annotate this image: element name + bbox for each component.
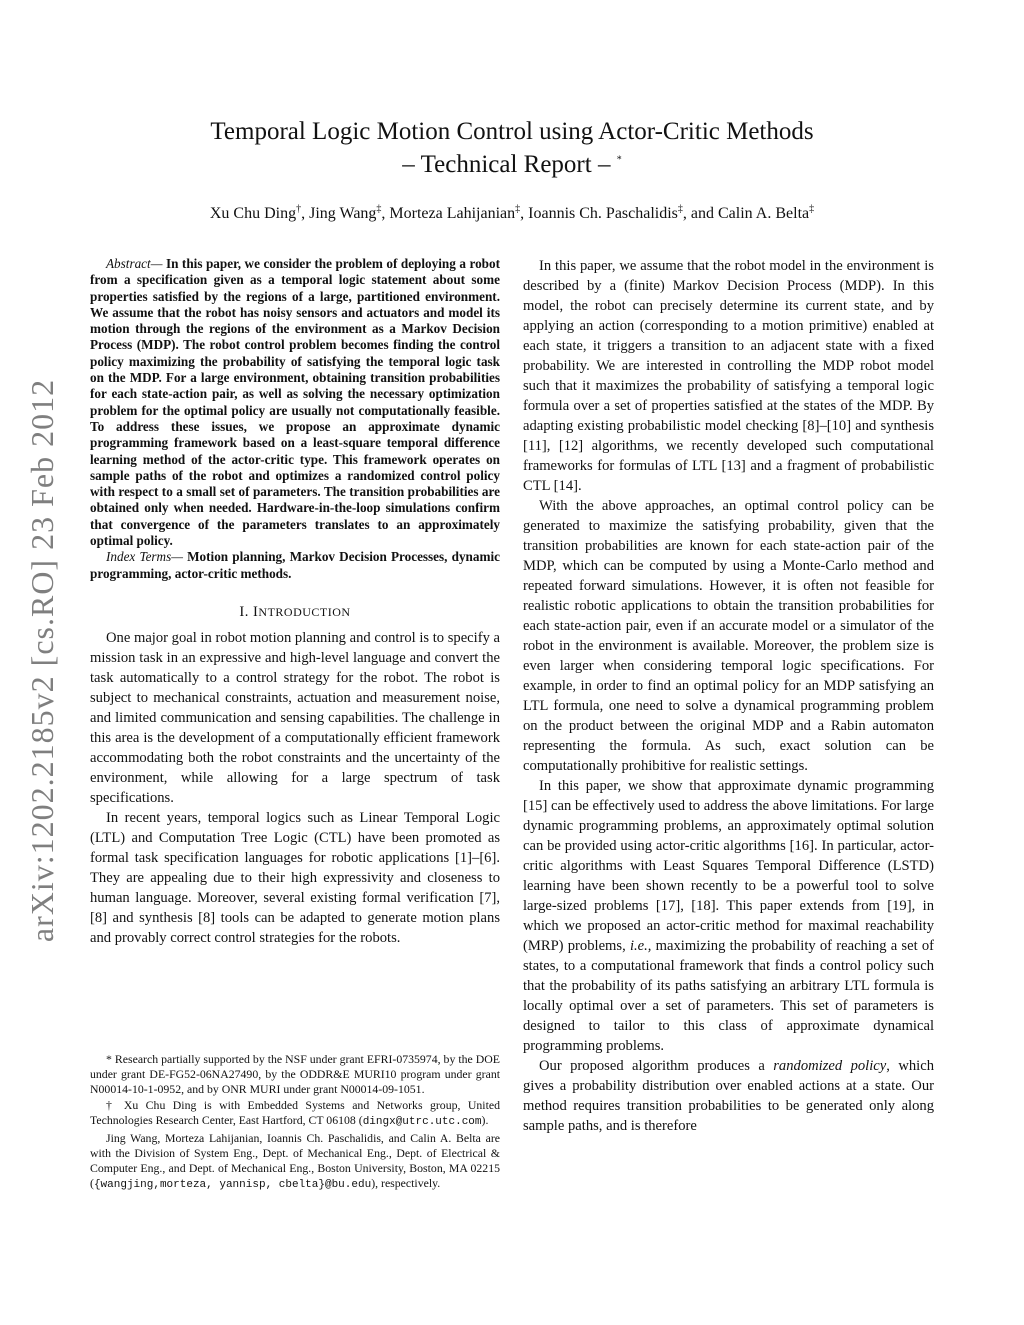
index-terms: Index Terms— Motion planning, Markov Decision Processes, dynamic programming, actor-critic methods. <box>90 549 500 581</box>
abstract: Abstract— In this paper, we consider the problem of deploying a robot from a specification given as a temporal logic statement about some properties satisfied by the regions of a large, partitioned environment. We assume that the robot has noisy sensors and actuators and model its motion through the regions of the environment as a Markov Decision Process (MDP). The robot control problem becomes finding the control policy maximizing the probability of satisfying the temporal logic task on the MDP. For a large environment, obtaining transition probabilities for each state-action pair, as well as solving the necessary optimization problem for the optimal policy are usually not computationally feasible. To address these issues, we propose an approximate dynamic programming framework based on a least-square temporal difference learning method of the actor-critic type. This framework operates on sample paths of the robot and optimizes a randomized control policy with respect to a small set of parameters. The transition probabilities are obtained only when needed. Hardware-in-the-loop simulations confirm that convergence of the parameters translates to an approximately optimal policy. <box>90 256 500 549</box>
paragraph: In this paper, we show that approximate dynamic programming [15] can be effectively used to address the above limitations. For large dynamic programming problems, an approximately optimal solution can be provided using actor-critic algorithms [16]. In particular, actor-critic algorithms with Least Squares Temporal Difference (LSTD) learning have been shown recently to be a powerful tool to solve large-sized problems [17], [18]. This paper extends from [19], in which we proposed an actor-critic method for maximal reachability (MRP) problems, i.e., maximizing the probability of reaching a set of states, to a computational framework that finds a control policy such that the probability of its paths satisfying an arbitrary LTL formula is locally optimal over a set of parameters. This set of parameters is designed to tailor to this class of approximate dynamical programming problems. <box>523 778 934 1054</box>
arxiv-watermark: arXiv:1202.2185v2 [cs.RO] 23 Feb 2012 <box>24 378 61 942</box>
footnote-authors-bu: Jing Wang, Morteza Lahijanian, Ioannis Ch. Paschalidis, and Calin A. Belta are with the Division of System Eng., Dept. of Mechanical Eng., Dept. of Electrical & Computer Eng., and Dept. of Mechanical Eng., Boston University, Boston, MA 02215 ({wangjing,morteza, yannisp, cbelta}@bu.edu), respectively. <box>90 1131 500 1191</box>
paragraph: In this paper, we assume that the robot model in the environment is described by a (finite) Markov Decision Process (MDP). In this model, the robot can precisely determine its current state, and by applying an action (corresponding to a motion primitive) enabled at each state, it triggers a transition to an adjacent state with a fixed probability. We are interested in controlling the MDP robot model such that it maximizes the probability of satisfying a temporal logic formula over a set of properties satisfied at the states of the MDP. By adapting existing probabilistic model checking [8]–[10] and synthesis [11], [12] algorithms, we recently developed such computational frameworks for formulas of LTL [13] and a fragment of probabilistic CTL [14]. <box>523 258 934 494</box>
email-link[interactable]: dingx@utrc.utc.com <box>362 1116 482 1128</box>
title-footnote-mark: * <box>616 154 622 166</box>
paragraph: Our proposed algorithm produces a randomized policy, which gives a probability distribution over enabled actions at a state. Our method requires transition probabilities to be generated only along sample paths, and is therefore <box>523 1058 934 1134</box>
section-heading-introduction: I. INTRODUCTION <box>239 603 351 620</box>
email-link[interactable]: {wangjing,morteza, yannisp, cbelta}@bu.edu <box>93 1179 372 1191</box>
footnote-funding: * Research partially supported by the NSF under grant EFRI-0735974, by the DOE under grant DE-FG52-06NA27490, by the ODDR&E MURI10 program under grant N00014-10-1-0952, and by ONR MURI under grant N00014-09-1051. <box>90 1052 500 1096</box>
author-list: Xu Chu Ding†, Jing Wang‡, Morteza Lahijanian‡, Ioannis Ch. Paschalidis‡, and Calin A. Belta‡ <box>209 203 815 222</box>
intro-paragraph-2: In recent years, temporal logics such as Linear Temporal Logic (LTL) and Computation Tree Logic (CTL) have been promoted as formal task specification languages for robotic applications [1]–[6]. They are appealing due to their high expressivity and closeness to human language. Moreover, several existing formal verification [7], [8] and synthesis [8] tools can be adapted to generate motion plans and provably correct control strategies for the robots. <box>90 809 500 946</box>
paper-subtitle: – Technical Report – * <box>402 151 622 178</box>
footnotes <box>90 1052 500 1194</box>
right-column <box>523 256 934 1136</box>
paper-title: Temporal Logic Motion Control using Actor-Critic Methods <box>210 118 814 145</box>
left-column <box>90 256 500 948</box>
intro-paragraph-1: One major goal in robot motion planning and control is to specify a mission task in an expressive and high-level language and convert the task automatically to a control strategy for the robot. The robot is subject to mechanical constraints, actuation and measurement noise, and limited communication and sensing capabilities. The challenge in this area is the development of a computationally efficient framework accommodating both the robot constraints and the uncertainty of the environment, while allowing for a large spectrum of task specifications. <box>90 629 500 806</box>
paragraph: With the above approaches, an optimal control policy can be generated to maximize the satisfying probability, given that the transition probabilities are known for each state-action pair of the MDP, which can be computed by using a Monte-Carlo method and repeated forward simulations. However, it is often not feasible for realistic robotic applications to obtain the transition probabilities for each state-action pair, even if an accurate model or a simulator of the robot in the environment is available. Moreover, the problem size is even larger when considering temporal logic specifications. For example, in order to find an optimal policy for an MDP satisfying an LTL formula, one need to solve a dynamical programming problem on the product between the original MDP and a Rabin automaton representing the formula. As such, exact solution can be computationally prohibitive for realistic settings. <box>523 498 934 774</box>
footnote-author-1: † Xu Chu Ding is with Embedded Systems and Networks group, United Technologies Research Center, East Hartford, CT 06108 (dingx@utrc.utc.com). <box>90 1098 500 1128</box>
